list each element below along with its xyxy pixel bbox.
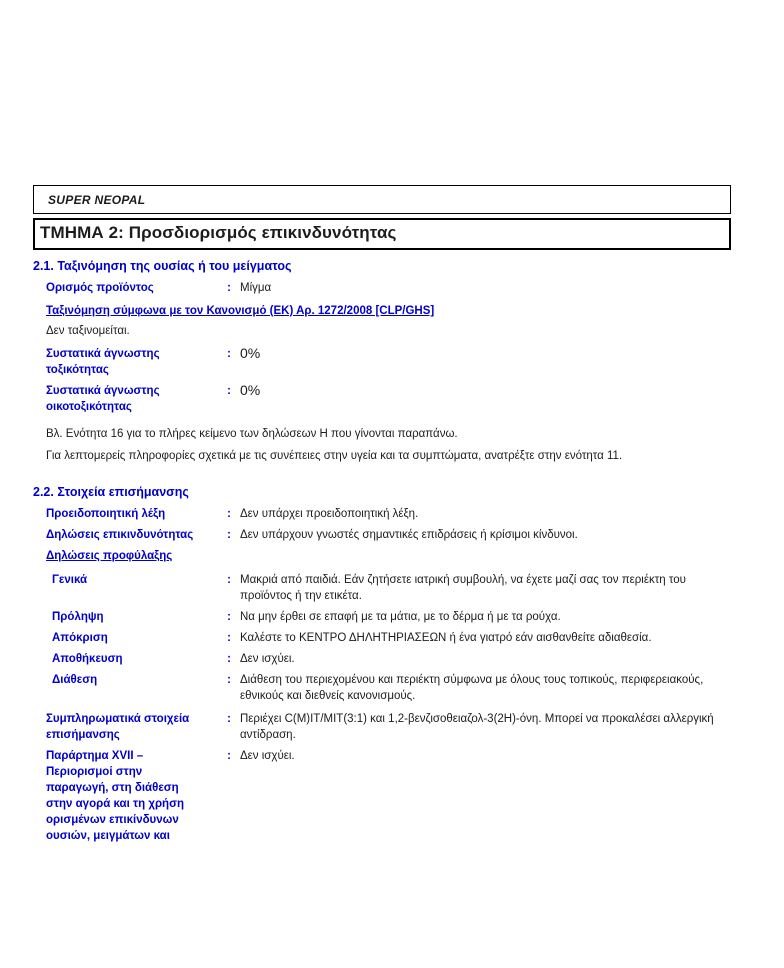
document-body (33, 185, 731, 849)
disposal-label: Διάθεση (52, 674, 98, 686)
annex-xvii-value: Δεν ισχύει. (240, 750, 295, 762)
not-classified-text: Δεν ταξινομείται. (46, 325, 130, 337)
storage-label: Αποθήκευση (52, 653, 123, 665)
clp-classification-heading: Ταξινόμηση σύμφωνα με τον Κανονισμό (ΕΚ) Αρ. 1272/2008 [CLP/GHS] (46, 305, 435, 317)
colon-separator: : (227, 750, 231, 762)
annex-xvii-label-text: Παράρτημα XVII – Περιορισμοί στην παραγωγή, στη διάθεση στην αγορά και τη χρήση ορισμένων επικίνδυνων ουσιών, μειγμάτων και (46, 750, 184, 842)
product-name: SUPER NEOPAL (48, 193, 146, 207)
unknown-ecotoxicity-row (33, 383, 731, 415)
signal-word-row (33, 506, 731, 522)
unknown-toxicity-label: Συστατικά άγνωστης τοξικότητας (46, 348, 160, 376)
precautionary-statements-heading: Δηλώσεις προφύλαξης (46, 550, 173, 562)
colon-separator: : (227, 611, 231, 623)
supplemental-value: Περιέχει C(M)IT/MIT(3:1) και 1,2-βενζισοθειαζολ-3(2H)-όνη. Μπορεί να προκαλέσει αλλεργική αντίδραση. (240, 713, 714, 741)
product-definition-label: Ορισμός προϊόντος (46, 282, 154, 294)
product-definition-value: Μίγμα (240, 282, 272, 294)
supplemental-label: Συμπληρωματικά στοιχεία επισήμανσης (46, 713, 190, 741)
unknown-ecotoxicity-value: 0% (240, 382, 261, 398)
general-row (33, 572, 731, 604)
hazard-statements-label: Δηλώσεις επικινδυνότητας (46, 529, 194, 541)
product-definition-row (33, 280, 731, 296)
signal-word-label: Προειδοποιητική λέξη (46, 508, 166, 520)
hazard-statements-value: Δεν υπάρχουν γνωστές σημαντικές επιδράσεις ή κρίσιμοι κίνδυνοι. (240, 529, 578, 541)
colon-separator: : (227, 713, 231, 725)
storage-value: Δεν ισχύει. (240, 653, 295, 665)
unknown-toxicity-value: 0% (240, 345, 261, 361)
supplemental-label-elements-row (33, 711, 731, 743)
unknown-ecotoxicity-label: Συστατικά άγνωστης οικοτοξικότητας (46, 385, 160, 413)
colon-separator: : (227, 508, 231, 520)
response-row (33, 630, 731, 646)
response-value: Καλέστε το ΚΕΝΤΡΟ ΔΗΛΗΤΗΡΙΑΣΕΩΝ ή ένα γιατρό εάν αισθανθείτε αδιαθεσία. (240, 632, 652, 644)
h-statements-note: Βλ. Ενότητα 16 για το πλήρες κείμενο των δηλώσεων Η που γίνονται παραπάνω. (46, 428, 458, 440)
annex-xvii-row (33, 748, 731, 844)
section-11-note: Για λεπτομερείς πληροφορίες σχετικά με τις συνέπειες στην υγεία και τα συμπτώματα, ανατρέξτε στην ενότητα 11. (46, 450, 623, 462)
product-header-box (33, 185, 731, 214)
prevention-label: Πρόληψη (52, 611, 104, 623)
colon-separator: : (227, 529, 231, 541)
signal-word-value: Δεν υπάρχει προειδοποιητική λέξη. (240, 508, 419, 520)
response-label: Απόκριση (52, 632, 108, 644)
colon-separator: : (227, 348, 231, 360)
prevention-row (33, 609, 731, 625)
colon-separator: : (227, 632, 231, 644)
general-value: Μακριά από παιδιά. Εάν ζητήσετε ιατρική συμβουλή, να έχετε μαζί σας τον περιέκτη του προϊόντος ή την ετικέτα. (240, 574, 686, 602)
colon-separator: : (227, 574, 231, 586)
unknown-toxicity-row (33, 346, 731, 378)
section-title: ΤΜΗΜΑ 2: Προσδιορισμός επικινδυνότητας (40, 223, 397, 242)
subsection-2-1-heading: 2.1. Ταξινόμηση της ουσίας ή του μείγματος (33, 259, 292, 273)
hazard-statements-row (33, 527, 731, 543)
prevention-value: Να μην έρθει σε επαφή με τα μάτια, με το δέρμα ή με τα ρούχα. (240, 611, 561, 623)
colon-separator: : (227, 674, 231, 686)
colon-separator: : (227, 653, 231, 665)
storage-row (33, 651, 731, 667)
colon-separator: : (227, 282, 231, 294)
disposal-value: Διάθεση του περιεχομένου και περιέκτη σύμφωνα με όλους τους τοπικούς, περιφερειακούς, εθνικούς και διεθνείς κανονισμούς. (240, 674, 704, 702)
section-title-box (33, 218, 731, 250)
annex-xvii-label (46, 748, 222, 844)
subsection-2-2-heading: 2.2. Στοιχεία επισήμανσης (33, 485, 189, 499)
general-label: Γενικά (52, 574, 88, 586)
colon-separator: : (227, 385, 231, 397)
disposal-row (33, 672, 731, 704)
